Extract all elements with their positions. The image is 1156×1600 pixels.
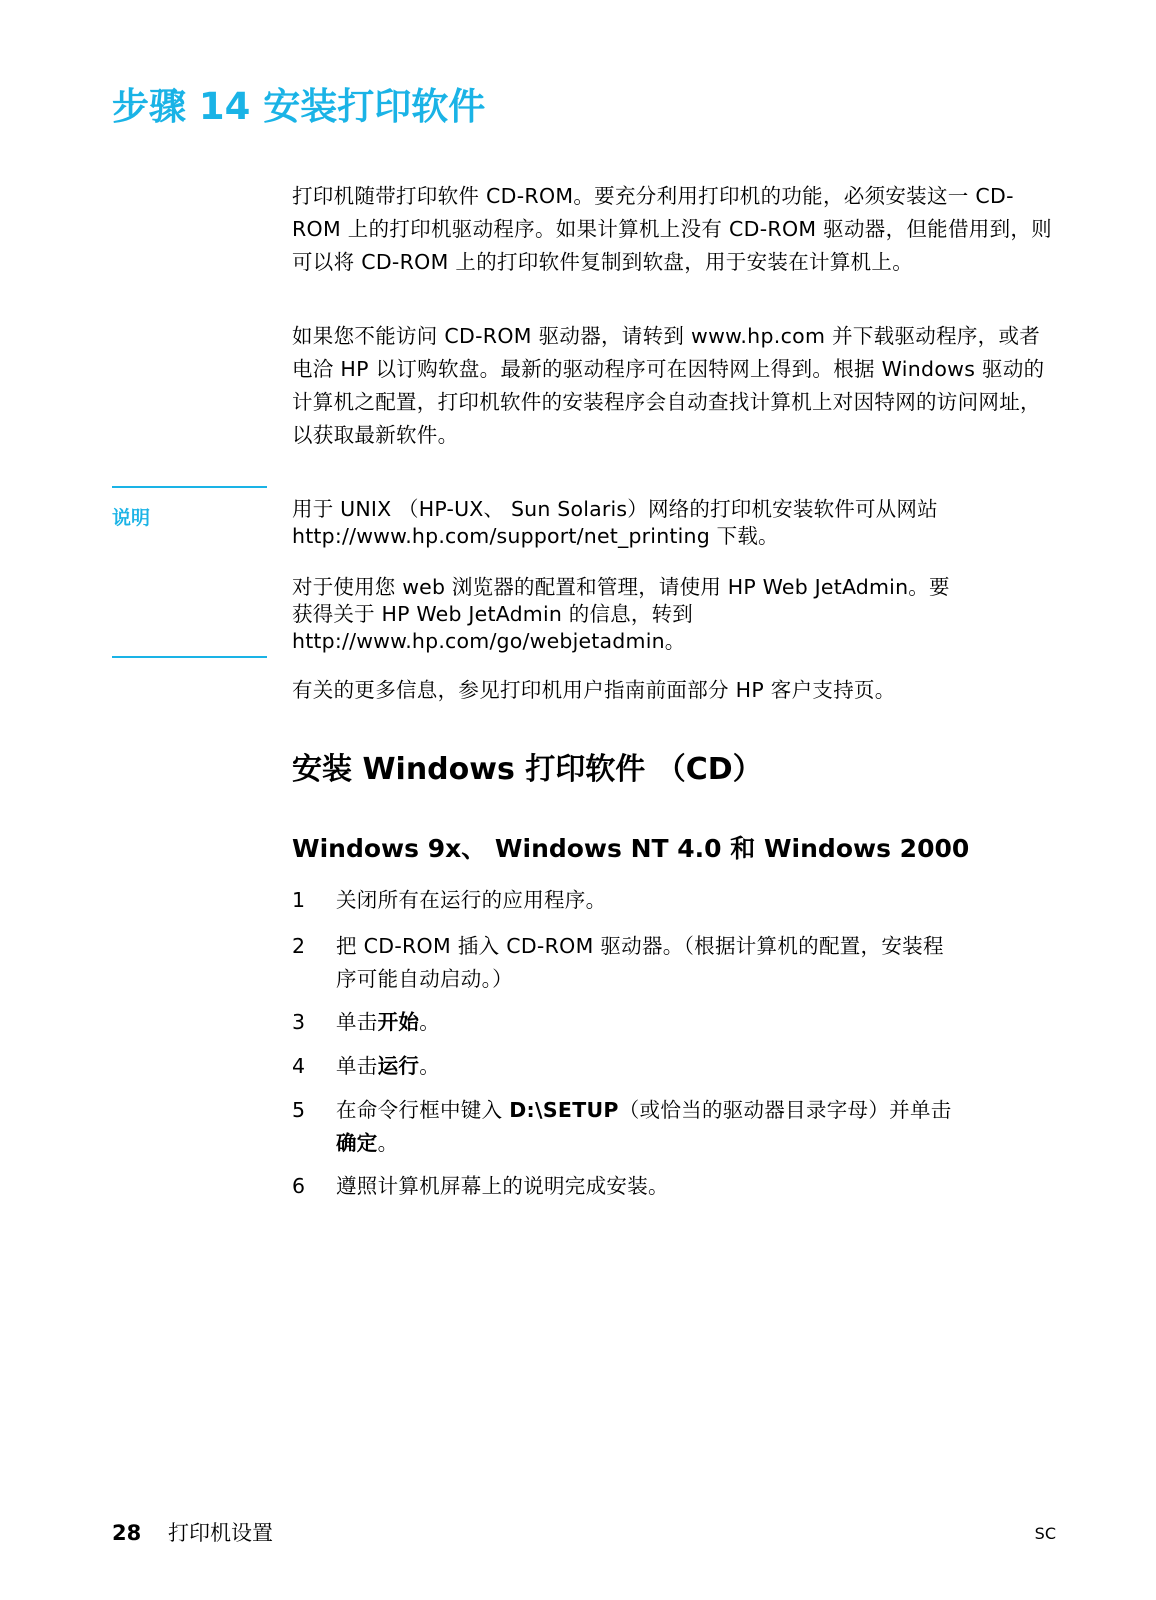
step-4-pre: 单击 <box>336 1054 378 1078</box>
step-text <box>336 930 1052 996</box>
intro-2 <box>292 320 1052 452</box>
step-2-line2: 序可能自动启动。） <box>336 967 513 991</box>
note-body <box>292 496 1052 550</box>
step-number: 4 <box>292 1054 306 1078</box>
step-text: 遵照计算机屏幕上的说明完成安装。 <box>336 1174 669 1198</box>
step-3-post: 。 <box>419 1010 441 1034</box>
note-link-net-printing[interactable]: http://www.hp.com/support/net_printing 下载。 <box>292 524 779 548</box>
note-top-rule <box>112 486 267 488</box>
step-text <box>336 1006 1052 1039</box>
section-heading: 安装 Windows 打印软件 （CD） <box>292 752 763 787</box>
note-label: 说明 <box>112 507 151 529</box>
page-title: 步骤 14 安装打印软件 <box>112 85 486 128</box>
step-4-post: 。 <box>419 1054 441 1078</box>
step-2-line1: 把 CD-ROM 插入 CD-ROM 驱动器。（根据计算机的配置，安装程 <box>336 934 944 958</box>
footer-chapter: 打印机设置 <box>168 1521 273 1545</box>
step-5-post2: 。 <box>377 1131 399 1155</box>
more-info-paragraph: 有关的更多信息，参见打印机用户指南前面部分 HP 客户支持页。 <box>292 678 896 702</box>
step-3-start-label: 开始 <box>377 1010 420 1034</box>
step-text <box>336 1050 1052 1083</box>
step-number: 2 <box>292 934 306 958</box>
footer-page-number: 28 <box>112 1521 142 1545</box>
note-p1-line1: 用于 UNIX （HP-UX、 Sun Solaris）网络的打印机安装软件可从网站 <box>292 497 938 521</box>
note-paragraph-1 <box>292 496 1052 550</box>
step-4-run-label: 运行 <box>377 1054 420 1078</box>
step-number: 6 <box>292 1174 306 1198</box>
note-paragraph-2 <box>292 574 1052 655</box>
step-number: 1 <box>292 888 306 912</box>
note-bottom-rule <box>112 656 267 658</box>
note-link-webjetadmin[interactable]: http://www.hp.com/go/webjetadmin。 <box>292 629 686 653</box>
note-p2-line1: 对于使用您 web 浏览器的配置和管理，请使用 HP Web JetAdmin。要 <box>292 575 950 599</box>
note-body-2 <box>292 574 1052 655</box>
footer-language: SC <box>1034 1524 1056 1543</box>
more-info <box>292 674 1052 707</box>
step-number: 5 <box>292 1098 306 1122</box>
subsection-heading: Windows 9x、 Windows NT 4.0 和 Windows 2000 <box>292 834 970 863</box>
intro <box>292 180 1052 279</box>
note-p2-line2: 获得关于 HP Web JetAdmin 的信息，转到 <box>292 602 693 626</box>
step-text: 关闭所有在运行的应用程序。 <box>336 888 607 912</box>
section <box>292 750 1052 790</box>
intro-paragraph-1: 打印机随带打印软件 CD-ROM。要充分利用打印机的功能，必须安装这一 CD-ROM 上的打印机驱动程序。如果计算机上没有 CD-ROM 驱动器，但能借用到，则可以将 CD-ROM 上的打印软件复制到软盘，用于安装在计算机上。 <box>292 184 1052 274</box>
step-5-pre: 在命令行框中键入 <box>336 1098 510 1122</box>
step-5-command: D:\SETUP <box>509 1098 619 1122</box>
step-text <box>336 1094 1052 1160</box>
step-5-ok-label: 确定 <box>336 1131 378 1155</box>
intro-paragraph-2: 如果您不能访问 CD-ROM 驱动器，请转到 www.hp.com 并下载驱动程序，或者电洽 HP 以订购软盘。最新的驱动程序可在因特网上得到。根据 Windows 驱动的计算机之配置，打印机软件的安装程序会自动查找计算机上对因特网的访问网址，以获取最新软件。 <box>292 324 1045 447</box>
step-number: 3 <box>292 1010 306 1034</box>
step-3-pre: 单击 <box>336 1010 378 1034</box>
subsection <box>292 832 1052 866</box>
step-5-post: （或恰当的驱动器目录字母）并单击 <box>618 1098 952 1122</box>
